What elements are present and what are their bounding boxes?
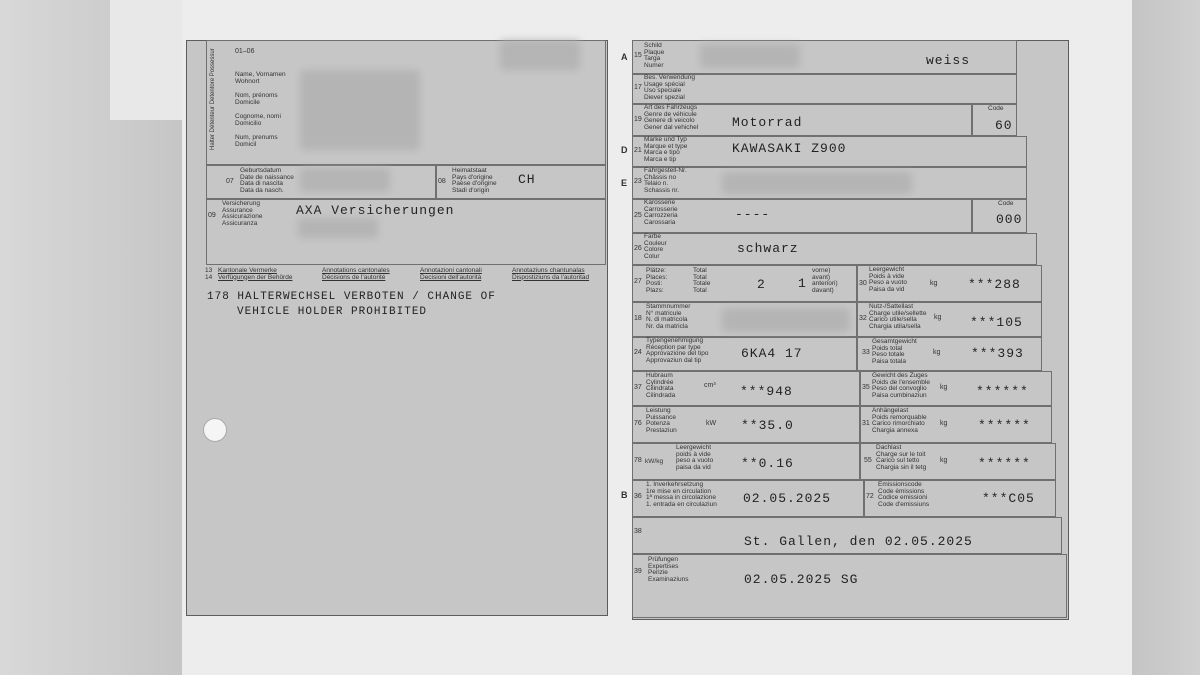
field-26-label: Farbe Couleur Colore Colur [644, 233, 667, 260]
field-72-number: 72 [866, 493, 874, 500]
field-55-unit: kg [940, 457, 948, 464]
holder-vertical-label: Halter Détenteur Detentore Possessur [210, 48, 216, 150]
field-18-number: 18 [634, 315, 642, 322]
field-72-value: ***C05 [982, 491, 1035, 506]
notes-line-2: VEHICLE HOLDER PROHIBITED [237, 306, 428, 318]
field-31-label: Anhängelast Poids remorquable Carico rimorchiato Chargia annexa [872, 407, 927, 434]
field-19-code-value: 60 [995, 118, 1013, 133]
field-21-value: KAWASAKI Z900 [732, 141, 847, 156]
field-37-value: ***948 [740, 384, 793, 399]
field-78-number: 78 [634, 457, 642, 464]
notes-line-1: 178 HALTERWECHSEL VERBOTEN / CHANGE OF [207, 291, 496, 303]
field-27-front-value: 1 [798, 276, 807, 291]
field-32-label: Nutz-/Sattellast Charge utile/sellette Carico utile/sella Chargia utila/sella [869, 303, 927, 330]
field-35-value: ****** [976, 384, 1029, 399]
field-35-number: 35 [862, 384, 870, 391]
field-36-value: 02.05.2025 [743, 491, 832, 506]
field-15-value: weiss [926, 53, 971, 68]
birth-label: Geburtsdatum Date de naissance Data di nascita Data da nasch. [240, 167, 294, 194]
field-26-value: schwarz [737, 241, 799, 256]
field-24-value: 6KA4 17 [741, 346, 803, 361]
letter-a: A [621, 52, 628, 62]
field-55-label: Dachlast Charge sur le toit Carico sul tetto Chargia sin il tetg [876, 444, 927, 471]
field-21-number: 21 [634, 147, 642, 154]
field-76-number: 76 [634, 420, 642, 427]
letter-b: B [621, 490, 628, 500]
field-31-unit: kg [940, 420, 948, 427]
field-30-label: Leergewicht Poids à vide Peso a vuoto Paisa da vid [869, 266, 907, 293]
field-33-unit: kg [933, 349, 941, 356]
field-76-label: Leistung Puissance Potenza Prestaziun [646, 407, 677, 434]
field-25-label: Karosserie Carrosserie Carrozzeria Carossaria [644, 199, 678, 226]
field-18-label: Stammnummer N° matricule N. di matricola Nr. da matricla [646, 303, 691, 330]
redacted-master-number [722, 308, 850, 332]
color-cell [632, 233, 1037, 265]
name-label: Name, Vornamen Wohnort [235, 71, 286, 85]
field-19-number: 19 [634, 116, 642, 123]
notes-header-fr: Annotations cantonales Décisions de l'autorité [322, 267, 390, 281]
insurance-value: AXA Versicherungen [296, 203, 455, 218]
field-27-number: 27 [634, 278, 642, 285]
field-19-label: Art des Fahrzeugs Genre de véhicule Genere di veicolo Gener dal vehichel [644, 104, 699, 131]
field-35-unit: kg [940, 384, 948, 391]
nom-label: Nom, prénoms Domicile [235, 92, 278, 106]
notes-number: 13 14 [205, 267, 213, 281]
notes-header-it: Annotazioni cantonali Decisioni dell'autorità [420, 267, 482, 281]
field-37-label: Hubraum Cylindrée Cilindrata Cilindrada [646, 372, 676, 399]
field-36-label: 1. Inverkehrsetzung 1re mise en circulation 1ª messa in circolazione 1. entrada en circulaziun [646, 481, 717, 508]
field-30-value: ***288 [968, 277, 1021, 292]
redacted-birthdate [300, 168, 390, 192]
insurance-label: Versicherung Assurance Assicurazione Assicuranza [222, 200, 263, 227]
origin-number: 08 [438, 178, 446, 185]
field-78-sublabel: Leergewicht poids à vide peso a vuoto paisa da vid [676, 444, 714, 471]
field-33-number: 33 [862, 349, 870, 356]
field-37-unit: cm³ [704, 382, 716, 389]
field-39-value: 02.05.2025 SG [744, 572, 859, 587]
insurance-number: 09 [208, 212, 216, 219]
field-38-value: St. Gallen, den 02.05.2025 [744, 534, 973, 549]
field-17-number: 17 [634, 84, 642, 91]
field-32-unit: kg [934, 314, 942, 321]
redacted-insurance-detail [298, 218, 378, 238]
field-27-label: Plätze: Places: Posti: Plazs: [646, 267, 668, 294]
redacted-holder-name [300, 70, 420, 150]
field-39-label: Prüfungen Expertises Perizie Examinaziuns [648, 556, 689, 583]
field-27-total-label: Total Total Totale Total [693, 267, 711, 294]
field-17-label: Bes. Verwendung Usage spécial Uso speciale Diever spezial [644, 74, 695, 101]
redacted-chassis [722, 172, 912, 194]
redacted-plate [700, 44, 800, 68]
cognome-label: Cognome, nomi Domicilio [235, 113, 281, 127]
field-23-number: 23 [634, 178, 642, 185]
field-21-label: Marke und Typ Marque et type Marca e tipo Marca e tip [644, 136, 688, 163]
field-32-value: ***105 [970, 315, 1023, 330]
field-39-number: 39 [634, 568, 642, 575]
field-25-code-label: Code [998, 200, 1014, 207]
field-33-label: Gesamtgewicht Poids total Peso totale Paisa totala [872, 338, 917, 365]
field-27-total-value: 2 [757, 277, 766, 292]
letter-e: E [621, 178, 628, 188]
field-78-value: **0.16 [741, 456, 794, 471]
field-25-number: 25 [634, 212, 642, 219]
redacted-top-right [500, 40, 580, 70]
birth-number: 07 [226, 178, 234, 185]
origin-label: Heimatstaat Pays d'origine Paese d'origine Stadi d'origin [452, 167, 497, 194]
field-23-label: Fahrgestell-Nr. Châssis no Telaio n. Schassis nr. [644, 167, 687, 194]
field-55-value: ****** [978, 456, 1031, 471]
origin-value: CH [518, 172, 536, 187]
letter-d: D [621, 145, 628, 155]
field-01-06-number: 01–06 [235, 48, 255, 55]
field-19-value: Motorrad [732, 115, 803, 130]
field-72-label: Emissionscode Code émissions Codice emissioni Code d'emissiuns [878, 481, 930, 508]
field-15-number: 15 [634, 52, 642, 59]
field-38-number: 38 [634, 528, 642, 535]
field-36-number: 36 [634, 493, 642, 500]
field-33-value: ***393 [971, 346, 1024, 361]
num-label: Num, prenums Domicil [235, 134, 278, 148]
field-19-code-label: Code [988, 105, 1004, 112]
field-25-code-value: 000 [996, 212, 1023, 227]
notes-header-de: Kantonale Vermerke Verfügungen der Behörde [218, 267, 293, 281]
field-30-unit: kg [930, 280, 938, 287]
field-37-number: 37 [634, 384, 642, 391]
field-30-number: 30 [859, 280, 867, 287]
field-76-value: **35.0 [741, 418, 794, 433]
field-31-value: ****** [978, 418, 1031, 433]
field-32-number: 32 [859, 315, 867, 322]
field-26-number: 26 [634, 245, 642, 252]
field-78-label: kW/kg [645, 458, 664, 465]
field-27-front-label: vorne) avant) anteriori) davant) [812, 267, 838, 294]
field-76-unit: kW [706, 420, 717, 427]
punch-hole [203, 418, 227, 442]
notes-header-rm: Annotaziuns chantunalas Dispostiziuns da l'autoritad [512, 267, 590, 281]
field-24-number: 24 [634, 349, 642, 356]
field-25-value: ---- [735, 207, 771, 222]
field-24-label: Typengenehmigung Réception par type Approvazione del tipo Approvaziun dal tip [646, 337, 709, 364]
field-55-number: 55 [864, 457, 872, 464]
field-31-number: 31 [862, 420, 870, 427]
field-35-label: Gewicht des Zuges Poids de l'ensemble Peso del convoglio Paisa cumbinaziun [872, 372, 930, 399]
field-15-label: Schild Plaque Targa Numer [644, 42, 665, 69]
body-cell [632, 199, 972, 233]
